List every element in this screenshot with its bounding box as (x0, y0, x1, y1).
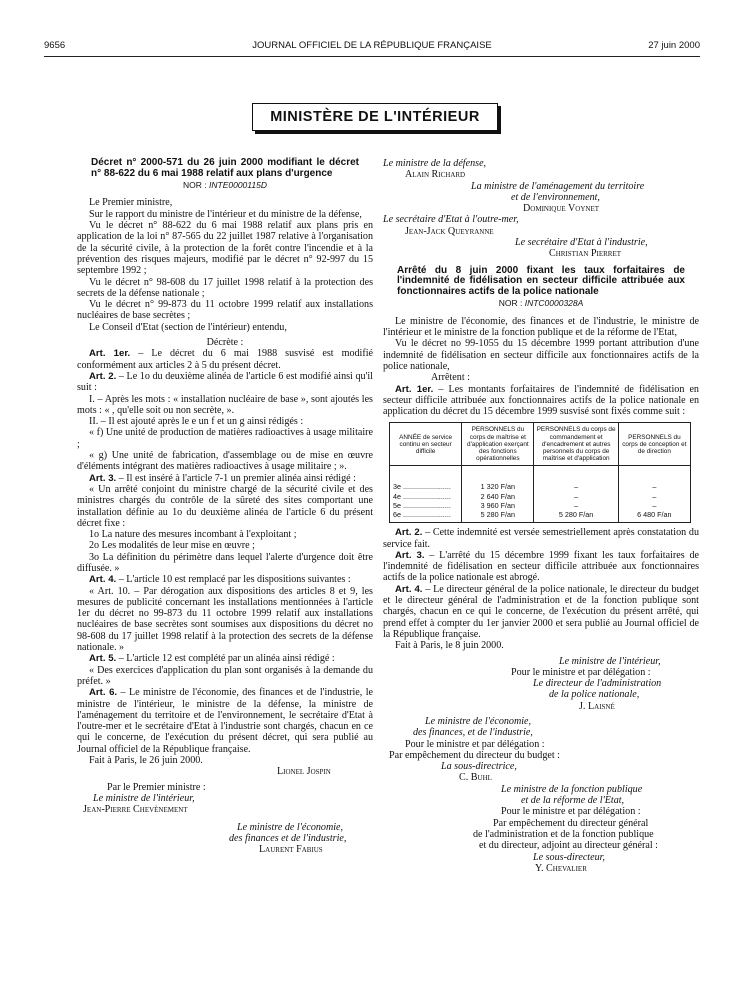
table-header-annee: ANNÉE de service continu en secteur difficile (390, 423, 462, 466)
decree-art2: Art. 2. – Le 1o du deuxième alinéa de l'article 6 est modifié ainsi qu'il suit : (77, 370, 373, 394)
table-cell: – (618, 482, 690, 491)
table-cell: 2 640 F/an (462, 492, 534, 501)
arrete-sig1-d: de la police nationale, (549, 689, 640, 701)
page-header (44, 40, 700, 54)
table-cell: 5e ........................ (390, 501, 462, 510)
table-cell: – (534, 482, 618, 491)
decree-art3-1: 1o La nature des mesures incombant à l'exploitant ; (89, 529, 297, 541)
decree-art1: Art. 1er. – Le décret du 6 mai 1988 susvisé est modifié conformément aux articles 2 à 5 du présent décret. (77, 348, 373, 371)
signature-chevenement: Jean-Pierre Chevènement (83, 804, 188, 816)
decree-fait: Fait à Paris, le 26 juin 2000. (89, 755, 203, 767)
table-cell: – (534, 492, 618, 501)
table-header-commandement: PERSONNELS du corps de commandement et d'encadrement et autres personnels du corps de maîtrise et d'application (534, 423, 618, 466)
right-column (383, 158, 699, 874)
page-number: 9656 (44, 40, 66, 51)
decree-title: Décret n° 2000-571 du 26 juin 2000 modifiant le décret n° 88-622 du 6 mai 1988 relatif aux plans d'urgence (91, 157, 359, 179)
table-row (390, 492, 691, 501)
decree-par-premier-ministre: Par le Premier ministre : (107, 781, 206, 793)
arrete-art3: Art. 3. – L'arrêté du 15 décembre 1999 fixant les taux forfaitaires de l'indemnité de fidélisation en secteur difficile attribuée aux fonctionnaires actifs de la police nationale est abrogé. (383, 549, 699, 584)
table-row (390, 482, 691, 491)
table-cell: 6 480 F/an (618, 510, 690, 523)
arrete-title: Arrêté du 8 juin 2000 fixant les taux forfaitaires de l'indemnité de fidélisation en secteur difficile attribuée aux fonctionnaires actifs de la police nationale (397, 264, 685, 297)
decree-se-outre-mer: Le secrétaire d'Etat à l'outre-mer, (383, 214, 519, 226)
table-cell: – (618, 501, 690, 510)
decree-min-interieur: Le ministre de l'intérieur, (93, 792, 195, 804)
decree-min-economie-2: des finances et de l'industrie, (229, 832, 347, 844)
arrete-art4: Art. 4. – Le directeur général de la police nationale, le directeur du budget et le directeur général de l'administration et de la fonction publique sont chargés, chacun en ce qui le concerne, de l'exécution du présent arrêté, qui prend effet à compter du 1er janvier 2000 et sera publié au Journal officiel de la République française. (383, 583, 699, 640)
decree-min-amenagement: La ministre de l'aménagement du territoire (471, 180, 645, 192)
decree-se-industrie: Le secrétaire d'Etat à l'industrie, (515, 237, 648, 249)
arrete-sig3-b: et de la réforme de l'Etat, (521, 795, 625, 807)
signature-buhl: C. Buhl (459, 772, 492, 784)
arrete-fait: Fait à Paris, le 8 juin 2000. (395, 640, 504, 652)
arrete-sig2-e: La sous-directrice, (441, 761, 517, 773)
arrete-sig1-b: Pour le ministre et par délégation : (511, 666, 651, 678)
decree-min-defense: Le ministre de la défense, (383, 158, 487, 169)
table-cell: 6e ........................ (390, 510, 462, 523)
arrete-sig3-g: Le sous-directeur, (533, 851, 605, 863)
table-cell: – (618, 492, 690, 501)
table-row (390, 501, 691, 510)
decree-art4-quote: « Art. 10. – Par dérogation aux dispositions des articles 8 et 9, les mesures de publicité concernant les installations mentionnées à l'article 1er du décret no 99-873 du 11 octobre 1999 relatif aux installations nucléaires de base secrètes sont soumises aux dispositions du décret no 98-608 du 17 juillet 1998 relatif à la protection des secrets de la défense nationale. » (77, 585, 373, 654)
signature-fabius: Laurent Fabius (259, 844, 323, 856)
arrete-sig2-a: Le ministre de l'économie, (425, 716, 532, 727)
table-header-maitrise: PERSONNELS du corps de maîtrise et d'application exerçant des fonctions opérationnelles (462, 423, 534, 466)
table-cell: 3 960 F/an (462, 501, 534, 510)
decree-nor-code: INTE0000115D (209, 180, 267, 191)
decree-art3: Art. 3. – Il est inséré à l'article 7-1 un premier alinéa ainsi rédigé : (89, 472, 356, 484)
arrete-nor: NOR : INTC0000328A (498, 298, 584, 309)
decree-art5: Art. 5. – L'article 12 est complété par un alinéa ainsi rédigé : (89, 653, 335, 665)
arrete-arretent: Arrêtent : (431, 372, 470, 384)
table-cell: 1 320 F/an (462, 482, 534, 491)
table-cell: 5 280 F/an (534, 510, 618, 523)
decree-art2-f: « f) Une unité de production de matières radioactives à usage militaire ; (77, 427, 373, 450)
signature-jospin: Lionel Jospin (277, 766, 331, 778)
signature-laisne: J. Laisné (579, 700, 615, 712)
decree-vu-2: Vu le décret n° 98-608 du 17 juillet 1998 relatif à la protection des secrets de la défense nationale ; (77, 276, 373, 299)
left-column (77, 158, 373, 855)
signature-chevalier: Y. Chevalier (535, 862, 587, 874)
issue-date: 27 juin 2000 (648, 40, 700, 51)
indemnite-table (389, 422, 691, 523)
arrete-art2: Art. 2. – Cette indemnité est versée semestriellement après constatation du service fait. (383, 527, 699, 550)
arrete-sig3-a: Le ministre de la fonction publique (501, 783, 643, 795)
decree-min-economie: Le ministre de l'économie, (237, 821, 344, 833)
decree-rapport: Sur le rapport du ministre de l'intérieur et du ministre de la défense, (89, 208, 362, 220)
decree-decrete: Décrète : (206, 337, 244, 349)
arrete-sig3-f: et du directeur, adjoint au directeur général : (479, 840, 658, 852)
decree-art3-2: 2o Les modalités de leur mise en œuvre ; (89, 540, 255, 552)
decree-nor: NOR : INTE0000115D (183, 180, 267, 191)
table-row (390, 510, 691, 523)
decree-conseil: Le Conseil d'Etat (section de l'intérieur) entendu, (89, 321, 287, 333)
arrete-sig2-b: des finances, et de l'industrie, (413, 727, 533, 739)
table-cell: – (534, 501, 618, 510)
decree-vu-1: Vu le décret n° 88-622 du 6 mai 1988 relatif aux plans pris en application de la loi n° 87-565 du 22 juillet 1987 relative à l'organisation de la sécurité civile, à la protection de la forêt contre l'incendie et à la prévention des risques majeurs, modifié par le décret n° 92-997 du 15 septembre 1992 ; (77, 220, 373, 277)
decree-art3-quote: « Un arrêté conjoint du ministre chargé de la sécurité civile et des ministres chargés du contrôle de la sûreté des sites comportant une installation définie au 1o du deuxième alinéa de l'article 6 du présent décret fixe : (77, 483, 373, 529)
decree-art2-ii: II. – Il est ajouté après le e un f et un g ainsi rédigés : (89, 416, 304, 428)
decree-art4: Art. 4. – L'article 10 est remplacé par les dispositions suivantes : (89, 574, 351, 586)
journal-title: JOURNAL OFFICIEL DE LA RÉPUBLIQUE FRANÇAISE (252, 40, 492, 51)
decree-min-amenagement-2: et de l'environnement, (511, 191, 600, 203)
arrete-sig3-d: Par empêchement du directeur général (493, 817, 649, 829)
arrete-sig2-c: Pour le ministre et par délégation : (405, 738, 545, 750)
decree-art2-g: « g) Une unité de fabrication, d'assemblage ou de mise en œuvre d'éléments intégrant des matières radioactives à usage militaire ; ». (77, 450, 373, 473)
signature-pierret: Christian Pierret (549, 248, 622, 260)
decree-art6: Art. 6. – Le ministre de l'économie, des finances et de l'industrie, le ministre de l'intérieur, le ministre de la défense, la ministre de l'aménagement du territoire et de l'environnement, le secrétaire d'Etat à l'outre-mer et le secrétaire d'Etat à l'industrie sont chargés, chacun en ce qui le concerne, de l'exécution du présent décret, qui sera publié au Journal officiel de la République française. (77, 687, 373, 755)
header-rule (44, 56, 700, 57)
arrete-sig3-e: de l'administration et de la fonction publique (473, 828, 654, 840)
table-cell: 4e ........................ (390, 492, 462, 501)
decree-art5-quote: « Des exercices d'application du plan sont organisés à la demande du préfet. » (77, 664, 373, 687)
signature-richard: Alain Richard (405, 169, 466, 181)
ministry-heading: MINISTÈRE DE L'INTÉRIEUR (252, 103, 498, 131)
decree-art3-3: 3o La définition du périmètre dans lequel l'alerte d'urgence doit être diffusée. » (77, 551, 373, 574)
arrete-sig1-c: Le directeur de l'administration (533, 678, 662, 690)
arrete-art1: Art. 1er. – Les montants forfaitaires de l'indemnité de fidélisation en secteur difficile attribuée aux fonctionnaires actifs de la police nationale en application du décret du 15 décembre 1999 susvisé sont fixés comme suit : (383, 383, 699, 418)
arrete-vu: Vu le décret no 99-1055 du 15 décembre 1999 portant attribution d'une indemnité de fidélisation en secteur difficile aux fonctionnaires actifs de la police nationale, (383, 338, 699, 372)
signature-queyranne: Jean-Jack Queyranne (405, 225, 494, 237)
signature-voynet: Dominique Voynet (523, 203, 600, 215)
arrete-sig3-c: Pour le ministre et par délégation : (501, 806, 641, 818)
table-cell: 3e ........................ (390, 482, 462, 491)
arrete-sig2-d: Par empêchement du directeur du budget : (389, 749, 560, 761)
table-cell: 5 280 F/an (462, 510, 534, 523)
table-header-conception: PERSONNELS du corps de conception et de direction (618, 423, 690, 466)
decree-premier-ministre: Le Premier ministre, (89, 197, 173, 209)
arrete-nor-code: INTC0000328A (524, 298, 584, 309)
decree-vu-3: Vu le décret n° 99-873 du 11 octobre 1999 relatif aux installations nucléaires de base secrètes ; (77, 299, 373, 322)
decree-art2-i: I. – Après les mots : « installation nucléaire de base », sont ajoutés les mots : « , qu'elle soit ou non secrète, ». (77, 393, 373, 416)
arrete-ministres: Le ministre de l'économie, des finances et de l'industrie, le ministre de l'intérieur et le ministre de la fonction publique et de la réforme de l'Etat, (383, 315, 699, 339)
arrete-sig1-a: Le ministre de l'intérieur, (559, 655, 661, 667)
